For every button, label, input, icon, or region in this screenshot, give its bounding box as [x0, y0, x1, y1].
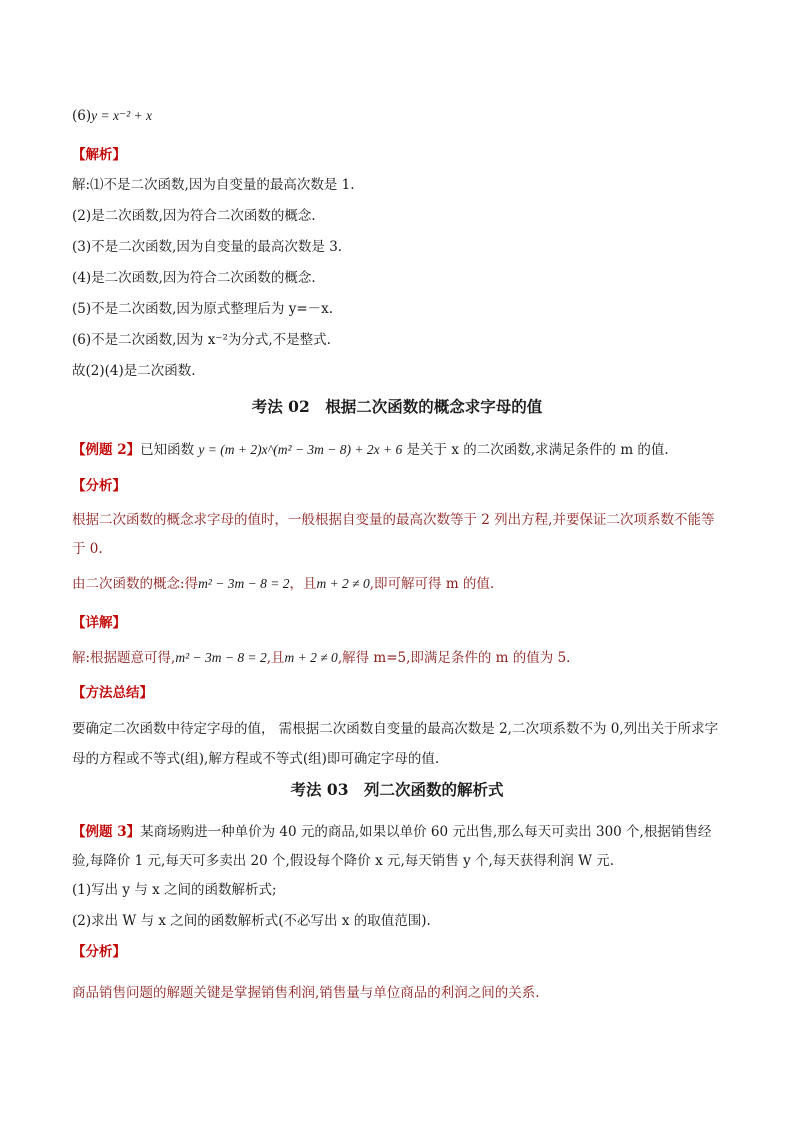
jiexi-line-1: 解:⑴不是二次函数,因为自变量的最高次数是 1.: [72, 177, 355, 193]
xiangjie-pre: 解:根据题意可得,: [72, 650, 176, 666]
fenxi-3-tag: 【分析】: [72, 944, 126, 960]
xiangjie-eq-2: m + 2 ≠ 0: [284, 650, 338, 665]
fenxi-2-tag: 【分析】: [72, 478, 126, 494]
jiexi-line-6: (6)不是二次函数,因为 x⁻²为分式,不是整式.: [72, 332, 331, 348]
example-3-tag: 【例题 3】: [72, 824, 141, 840]
fenxi-2-eq-2: m + 2 ≠ 0: [316, 576, 370, 591]
question-2: (2)求出 W 与 x 之间的函数解析式(不必写出 x 的取值范围).: [72, 913, 431, 929]
item-6: [72, 106, 152, 126]
item-6-label: (6): [72, 108, 92, 124]
fenxi-2-eq-1: m² − 3m − 8 = 2: [198, 576, 290, 591]
fenxi-2-pre: 由二次函数的概念:得: [72, 576, 199, 592]
xiangjie-eq-1: m² − 3m − 8 = 2: [175, 650, 267, 665]
xiangjie-tag: 【详解】: [72, 615, 126, 631]
fenxi-2-post: ,即可解可得 m 的值.: [369, 576, 495, 592]
example-2-pre: 已知函数: [140, 442, 195, 458]
example-2-formula: y = (m + 2)x^(m² − 3m − 8) + 2x + 6: [198, 442, 403, 457]
example-3: [72, 818, 724, 876]
fenxi-3-text: 商品销售问题的解题关键是掌握销售利润,销售量与单位商品的利润之间的关系.: [72, 985, 540, 1001]
method-summary-tag: 【方法总结】: [72, 685, 153, 701]
fenxi-2-paragraph-1: 根据二次函数的概念求字母的值时，一般根据自变量的最高次数等于 2 列出方程,并要保证二次项系数不能等于 0.: [72, 512, 715, 557]
jiexi-conclusion: 故(2)(4)是二次函数.: [72, 363, 196, 379]
jiexi-line-4: (4)是二次函数,因为符合二次函数的概念.: [72, 270, 316, 286]
example-3-text: 某商场购进一种单价为 40 元的商品,如果以单价 60 元出售,那么每天可卖出 300 个,根据销售经验,每降价 1 元,每天可多卖出 20 个,假设每个降价 x 元,每天销售 y 个,每天获得利润 W 元.: [72, 824, 712, 869]
section-2-heading: 考法 02 根据二次函数的概念求字母的值: [251, 397, 543, 416]
fenxi-2-mid: ，且: [289, 576, 317, 592]
xiangjie-post: ,解得 m=5,即满足条件的 m 的值为 5.: [337, 650, 571, 666]
question-1: (1)写出 y 与 x 之间的函数解析式;: [72, 882, 277, 898]
fenxi-2-paragraph-2: [72, 574, 494, 594]
item-6-formula: y = x⁻² + x: [91, 108, 152, 123]
jiexi-tag: 【解析】: [72, 147, 126, 163]
xiangjie-mid: ,且: [266, 650, 285, 666]
method-summary-text: 要确定二次函数中待定字母的值， 需根据二次函数自变量的最高次数是 2,二次项系数不为 0,列出关于所求字母的方程或不等式(组),解方程或不等式(组)即可确定字母的值.: [72, 721, 719, 767]
jiexi-line-5: (5)不是二次函数,因为原式整理后为 y=－x.: [72, 301, 334, 317]
section-3-heading: 考法 03 列二次函数的解析式: [290, 780, 504, 799]
xiangjie-paragraph: [72, 648, 570, 668]
jiexi-line-3: (3)不是二次函数,因为自变量的最高次数是 3.: [72, 239, 343, 255]
example-2-post: 是关于 x 的二次函数,求满足条件的 m 的值.: [406, 442, 669, 458]
jiexi-line-2: (2)是二次函数,因为符合二次函数的概念.: [72, 208, 316, 224]
example-2: [72, 440, 669, 460]
example-2-tag: 【例题 2】: [72, 442, 141, 458]
